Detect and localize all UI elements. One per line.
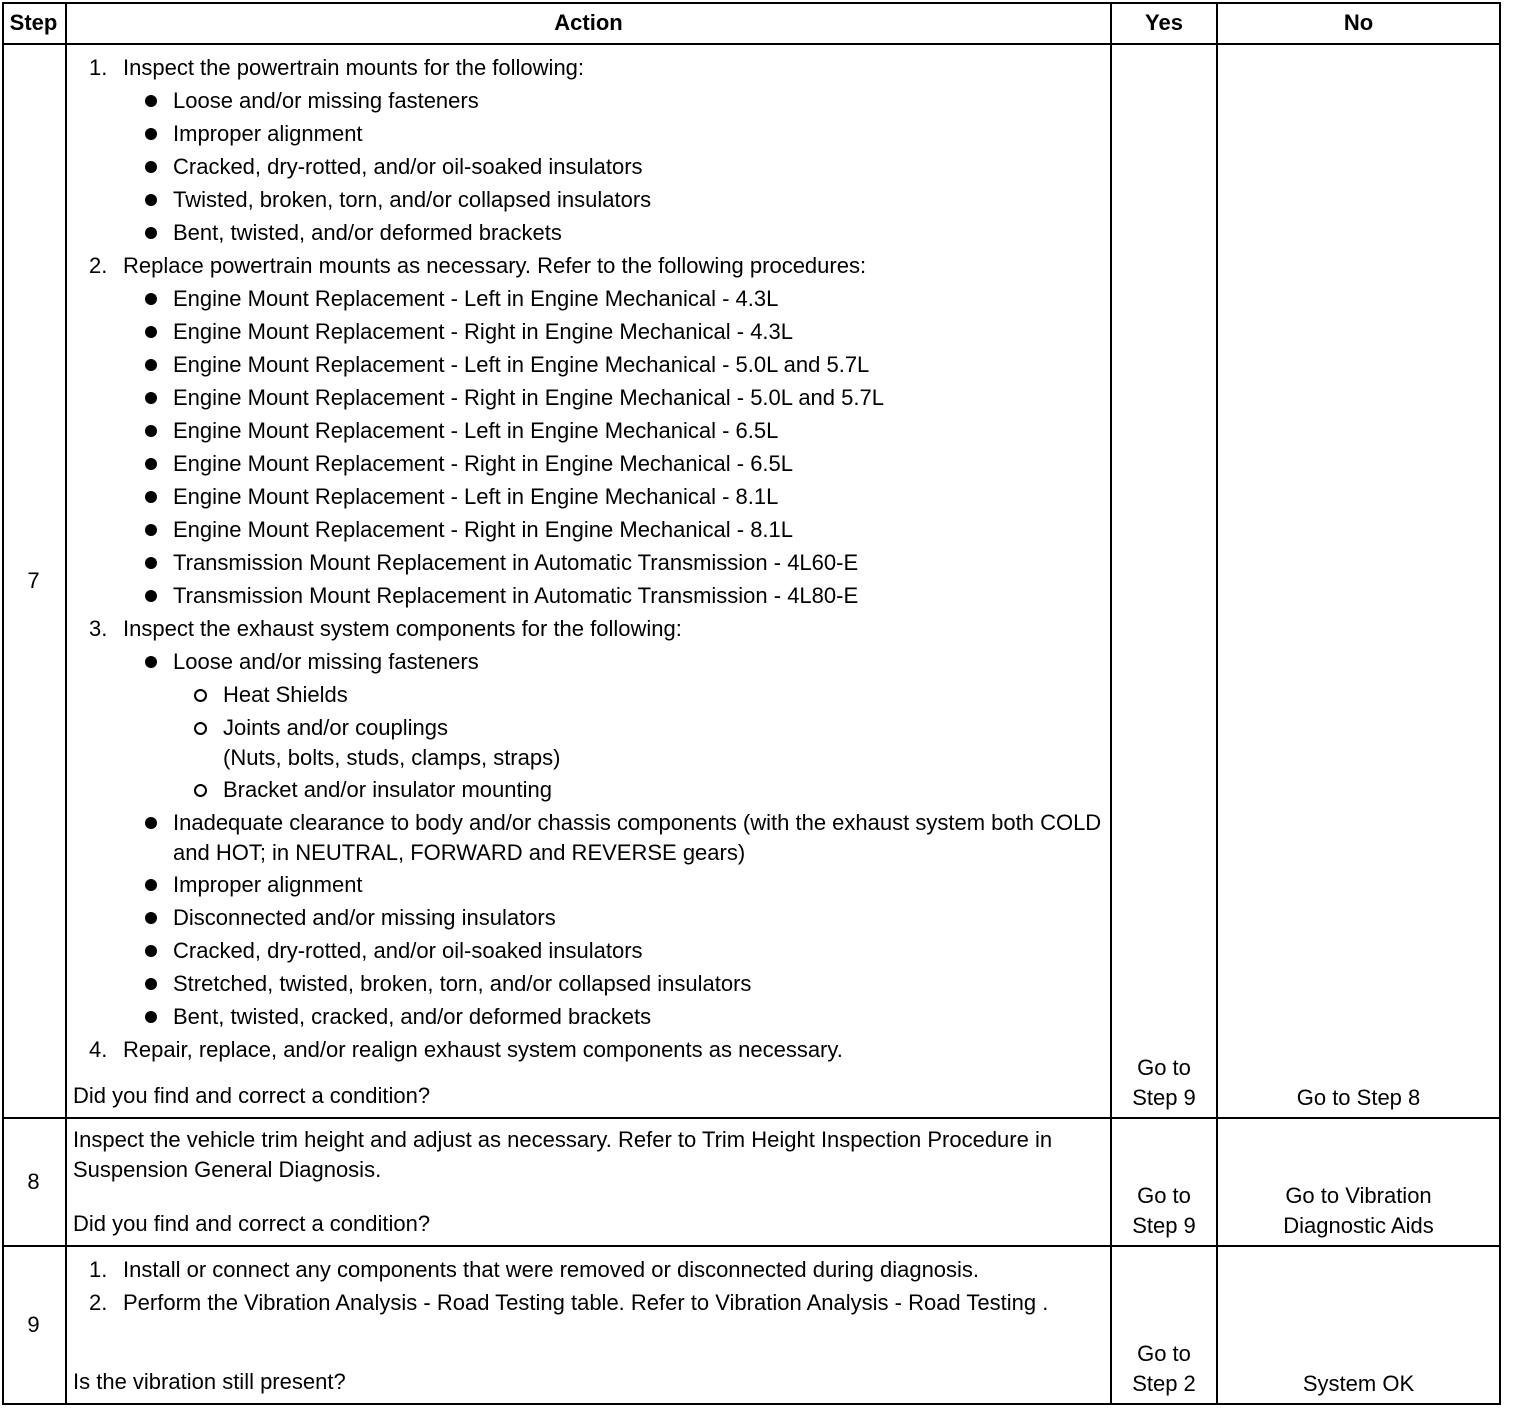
bullet-icon — [145, 392, 157, 404]
bullet-text: Engine Mount Replacement - Right in Engine Mechanical - 6.5L — [173, 451, 794, 476]
bullet-item — [73, 216, 1104, 249]
bullet-item — [73, 150, 1104, 183]
bullet-icon — [145, 557, 157, 569]
bullet-item — [73, 868, 1104, 901]
bullet-text: Engine Mount Replacement - Right in Engine Mechanical - 8.1L — [173, 517, 794, 542]
no-cell-7 — [1218, 45, 1501, 1119]
bullet-text: Engine Mount Replacement - Left in Engine Mechanical - 6.5L — [173, 418, 779, 443]
bullet-icon — [145, 524, 157, 536]
header-action — [67, 2, 1112, 45]
sub-bullet-text: Heat Shields — [223, 682, 348, 707]
header-yes — [1112, 2, 1218, 45]
bullet-text: Bent, twisted, and/or deformed brackets — [173, 220, 562, 245]
bullet-text: Engine Mount Replacement - Left in Engine Mechanical - 5.0L and 5.7L — [173, 352, 870, 377]
bullet-item — [73, 967, 1104, 1000]
bullet-icon — [145, 978, 157, 990]
circle-bullet-icon — [194, 784, 207, 797]
item-number: 3. — [89, 616, 108, 641]
step-cell-7 — [2, 45, 67, 1119]
bullet-item — [73, 1000, 1104, 1033]
bullet-item — [73, 84, 1104, 117]
no-text: System OK — [1302, 1371, 1415, 1396]
circle-bullet-icon — [194, 689, 207, 702]
bullet-text: Loose and/or missing fasteners — [173, 88, 479, 113]
bullet-text: Cracked, dry-rotted, and/or oil-soaked insulators — [173, 154, 643, 179]
bullet-item — [73, 513, 1104, 546]
bullet-icon — [145, 945, 157, 957]
no-text: Go to Step 8 — [1296, 1085, 1421, 1110]
yes-text: Go to — [1137, 1341, 1191, 1366]
item-text: Inspect the exhaust system components for the following: — [123, 616, 682, 641]
item-text: Perform the Vibration Analysis - Road Testing table. Refer to Vibration Analysis - Road Testing . — [123, 1290, 1049, 1315]
bullet-icon — [145, 425, 157, 437]
bullet-text: Transmission Mount Replacement in Automatic Transmission - 4L60-E — [173, 550, 859, 575]
item-number: 2. — [89, 1290, 108, 1315]
sub-bullet-text: Bracket and/or insulator mounting — [223, 777, 552, 802]
step-number: 8 — [27, 1169, 40, 1194]
bullet-item — [73, 934, 1104, 967]
bullet-item — [73, 315, 1104, 348]
action-cell-7 — [67, 45, 1112, 1119]
item-number: 1. — [89, 55, 108, 80]
bullet-text: Improper alignment — [173, 872, 363, 897]
step-number: 7 — [27, 568, 40, 593]
bullet-icon — [145, 656, 157, 668]
yes-text: Go to — [1137, 1055, 1191, 1080]
item-text: Replace powertrain mounts as necessary. Refer to the following procedures: — [123, 253, 867, 278]
sub-bullet-item — [73, 711, 1104, 773]
item-number: 4. — [89, 1037, 108, 1062]
bullet-item — [73, 414, 1104, 447]
no-cell-8 — [1218, 1119, 1501, 1247]
bullet-text: Engine Mount Replacement - Left in Engine Mechanical - 8.1L — [173, 484, 779, 509]
bullet-icon — [145, 879, 157, 891]
bullet-icon — [145, 912, 157, 924]
item-text: Install or connect any components that were removed or disconnected during diagnosis. — [123, 1257, 980, 1282]
bullet-item — [73, 282, 1104, 315]
bullet-item — [73, 117, 1104, 150]
bullet-icon — [145, 491, 157, 503]
bullet-text: Improper alignment — [173, 121, 363, 146]
bullet-text: Disconnected and/or missing insulators — [173, 905, 556, 930]
bullet-text: Loose and/or missing fasteners — [173, 649, 479, 674]
bullet-icon — [145, 817, 157, 829]
bullet-icon — [145, 326, 157, 338]
bullet-item — [73, 348, 1104, 381]
sub-bullet-item — [73, 773, 1104, 806]
action-cell-8 — [67, 1119, 1112, 1247]
bullet-icon — [145, 227, 157, 239]
header-no — [1218, 2, 1501, 45]
sub-bullet-item — [73, 678, 1104, 711]
header-step-label: Step — [9, 9, 58, 35]
header-step — [2, 2, 67, 45]
question-text: Did you find and correct a condition? — [73, 1211, 431, 1236]
yes-cell-7 — [1112, 45, 1218, 1119]
list-item — [73, 1253, 1104, 1286]
bullet-item — [73, 381, 1104, 414]
bullet-text: Engine Mount Replacement - Left in Engine Mechanical - 4.3L — [173, 286, 779, 311]
item-text: Repair, replace, and/or realign exhaust system components as necessary. — [123, 1037, 843, 1062]
bullet-item — [73, 901, 1104, 934]
no-text: Diagnostic Aids — [1283, 1213, 1434, 1238]
item-text: Inspect the vehicle trim height and adjust as necessary. Refer to Trim Height Inspection Procedure in Suspension General Diagnosis. — [73, 1127, 1053, 1182]
bullet-item — [73, 579, 1104, 612]
bullet-text: Cracked, dry-rotted, and/or oil-soaked insulators — [173, 938, 643, 963]
bullet-text: Inadequate clearance to body and/or chassis components (with the exhaust system both COLD and HOT; in NEUTRAL, FORWARD and REVERSE gears) — [173, 810, 1102, 865]
no-cell-9 — [1218, 1247, 1501, 1405]
bullet-item — [73, 806, 1104, 868]
bullet-item — [73, 546, 1104, 579]
yes-text: Step 9 — [1132, 1213, 1196, 1238]
header-no-label: No — [1343, 9, 1374, 35]
bullet-text: Bent, twisted, cracked, and/or deformed brackets — [173, 1004, 652, 1029]
bullet-icon — [145, 128, 157, 140]
bullet-icon — [145, 95, 157, 107]
item-number: 1. — [89, 1257, 108, 1282]
bullet-icon — [145, 590, 157, 602]
step-cell-9 — [2, 1247, 67, 1405]
list-item — [73, 249, 1104, 282]
bullet-icon — [145, 458, 157, 470]
yes-text: Step 9 — [1132, 1085, 1196, 1110]
circle-bullet-icon — [194, 722, 207, 735]
list-item — [73, 1286, 1104, 1318]
bullet-item — [73, 183, 1104, 216]
header-yes-label: Yes — [1145, 9, 1183, 35]
diagnostic-table — [2, 2, 1501, 1405]
question-text: Is the vibration still present? — [73, 1369, 346, 1394]
bullet-icon — [145, 161, 157, 173]
bullet-item — [73, 645, 1104, 678]
bullet-icon — [145, 1011, 157, 1023]
yes-text: Step 2 — [1132, 1371, 1196, 1396]
bullet-text: Transmission Mount Replacement in Automatic Transmission - 4L80-E — [173, 583, 859, 608]
sub-bullet-text-cont: (Nuts, bolts, studs, clamps, straps) — [223, 745, 561, 770]
no-text: Go to Vibration — [1285, 1183, 1432, 1208]
bullet-item — [73, 447, 1104, 480]
header-action-label: Action — [554, 9, 623, 35]
bullet-text: Stretched, twisted, broken, torn, and/or collapsed insulators — [173, 971, 752, 996]
bullet-icon — [145, 194, 157, 206]
list-item — [73, 1033, 1104, 1066]
yes-cell-9 — [1112, 1247, 1218, 1405]
bullet-icon — [145, 293, 157, 305]
yes-cell-8 — [1112, 1119, 1218, 1247]
bullet-text: Engine Mount Replacement - Right in Engine Mechanical - 4.3L — [173, 319, 794, 344]
list-item — [73, 51, 1104, 84]
item-text: Inspect the powertrain mounts for the following: — [123, 55, 585, 80]
item-number: 2. — [89, 253, 108, 278]
bullet-item — [73, 480, 1104, 513]
bullet-text: Twisted, broken, torn, and/or collapsed insulators — [173, 187, 652, 212]
bullet-icon — [145, 359, 157, 371]
bullet-text: Engine Mount Replacement - Right in Engine Mechanical - 5.0L and 5.7L — [173, 385, 884, 410]
sub-bullet-text: Joints and/or couplings — [223, 715, 449, 740]
list-item — [73, 612, 1104, 645]
question-text: Did you find and correct a condition? — [73, 1083, 431, 1108]
yes-text: Go to — [1137, 1183, 1191, 1208]
action-cell-9 — [67, 1247, 1112, 1405]
step-number: 9 — [27, 1312, 40, 1337]
step-cell-8 — [2, 1119, 67, 1247]
